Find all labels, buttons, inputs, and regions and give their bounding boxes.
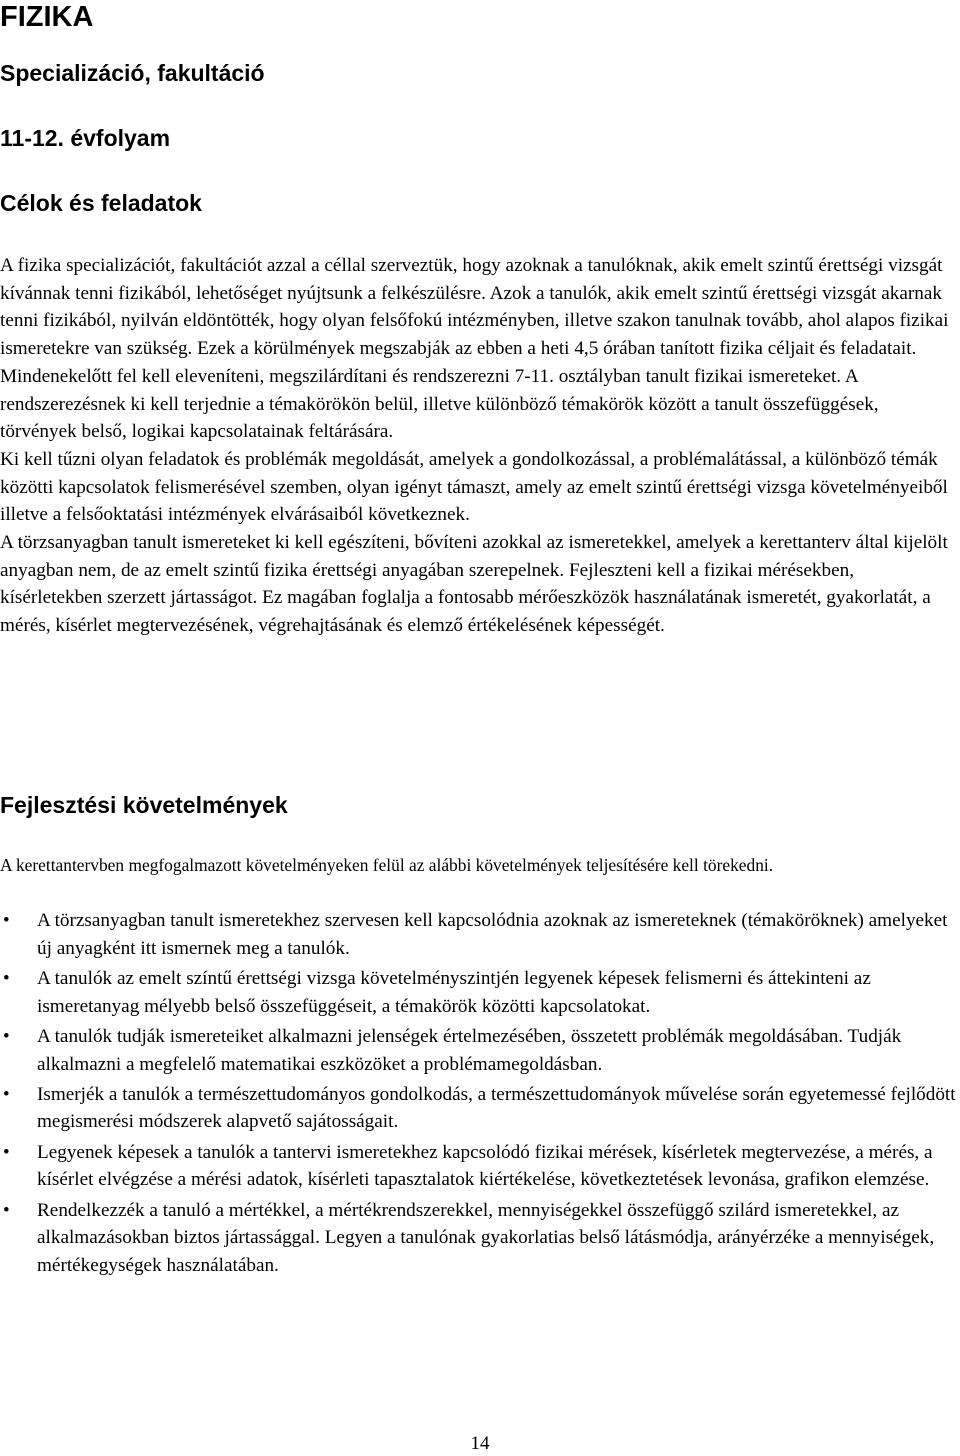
list-item-text: A tanulók tudják ismereteiket alkalmazni jelenségek értelmezésében, összetett problémák megoldásában. Tudják alkalmazni a megfelelő matematikai eszközöket a problémamegoldásban. <box>37 1025 902 1075</box>
requirements-list <box>0 907 960 1282</box>
grade-heading: 11-12. évfolyam <box>0 125 171 151</box>
bullet-icon: • <box>3 967 10 989</box>
page-number: 14 <box>470 1433 490 1454</box>
requirements-heading: Fejlesztési követelmények <box>0 792 288 818</box>
bullet-icon: • <box>3 1141 10 1163</box>
goals-body <box>0 252 960 640</box>
goals-paragraph: A fizika specializációt, fakultációt azzal a céllal szerveztük, hogy azoknak a tanulóknak, akik emelt szintű érettségi vizsgát kívánnak tenni fizikából, lehetőséget nyújtsunk a felkészülésre. Azok a tanulók, akik emelt szintű érettségi vizsgát akarnak tenni fizikából, nyilván eldöntötték, hogy olyan felsőfokú intézményben, illetve szakon tanulnak tovább, ahol alapos fizikai ismeretekre van szükség. Ezek a körülmények megszabják az ebben a heti 4,5 órában tanított fizika céljait és feladatait. <box>0 255 949 360</box>
list-item-text: A tanulók az emelt színtű érettségi vizsga követelményszintjén legyenek képesek felismerni és áttekinteni az ismeretanyag mélyebb belső összefüggéseit, a témakörök közötti kapcsolatokat. <box>37 967 871 1017</box>
list-item-text: A törzsanyagban tanult ismeretekhez szervesen kell kapcsolódnia azoknak az ismereteknek (témaköröknek) amelyeket új anyagként itt ismernek meg a tanulók. <box>37 910 948 959</box>
bullet-icon: • <box>3 910 10 931</box>
document-title: FIZIKA <box>0 1 94 33</box>
list-item-text: Legyenek képesek a tanulók a tantervi ismeretekhez kapcsolódó fizikai mérések, kísérletek megtervezése, a mérés, a kísérlet elvégzése a mérési adatok, kísérleti tapasztalatok kiértékelése, következtetések levonása, grafikon elemzése. <box>37 1141 933 1191</box>
subtitle: Specializáció, fakultáció <box>0 60 265 86</box>
list-item <box>0 1139 960 1194</box>
goals-paragraph: Mindenekelőtt fel kell eleveníteni, megszilárdítani és rendszerezni 7-11. osztályban tanult fizikai ismereteket. A rendszerezésnek ki kell terjednie a témakörökön belül, illetve különböző témakörök között a tanult összefüggések, törvények belső, logikai kapcsolatainak feltárására. <box>0 365 879 443</box>
goals-paragraph: A törzsanyagban tanult ismereteket ki kell egészíteni, bővíteni azokkal az ismeretekkel, amelyek a kerettanterv által kijelölt anyagban nem, de az emelt szintű fizika érettségi anyagában szerepelnek. Fejleszteni kell a fizikai mérésekben, kísérletekben szerzett jártasságot. Ez magában foglalja a fontosabb mérőeszközök használatának ismeretét, gyakorlatát, a mérés, kísérlet megtervezésének, végrehajtásának és elemző értékelésének képességét. <box>0 532 948 637</box>
list-item <box>0 1023 960 1078</box>
goals-paragraph: Ki kell tűzni olyan feladatok és problémák megoldását, amelyek a gondolkozással, a problémalátással, a különböző témák közötti kapcsolatok felismerésével szemben, olyan igényt támaszt, amely az emelt szintű érettségi vizsga követelményeiből illetve a felsőoktatási intézmények elvárásaiból következnek. <box>0 448 948 526</box>
list-item <box>0 907 960 962</box>
list-item-text: Rendelkezzék a tanuló a mértékkel, a mértékrendszerekkel, mennyiségekkel összefüggő szilárd ismeretekkel, az alkalmazásokban biztos jártassággal. Legyen a tanulónak gyakorlatias belső látásmódja, arányérzéke a mennyiségek, mértékegységek használatában. <box>37 1199 935 1276</box>
bullet-icon: • <box>3 1025 10 1047</box>
bullet-icon: • <box>3 1199 10 1221</box>
list-item <box>0 1081 960 1136</box>
requirements-intro: A kerettantervben megfogalmazott követelményeken felül az alábbi követelmények teljesítésére kell törekedni. <box>0 855 774 875</box>
goals-heading: Célok és feladatok <box>0 190 202 216</box>
list-item-text: Ismerjék a tanulók a természettudományos gondolkodás, a természettudományok művelése során egyetemessé fejlődött megismerési módszerek alapvető sajátosságait. <box>37 1083 956 1133</box>
list-item <box>0 1197 960 1280</box>
list-item <box>0 965 960 1020</box>
bullet-icon: • <box>3 1083 10 1105</box>
